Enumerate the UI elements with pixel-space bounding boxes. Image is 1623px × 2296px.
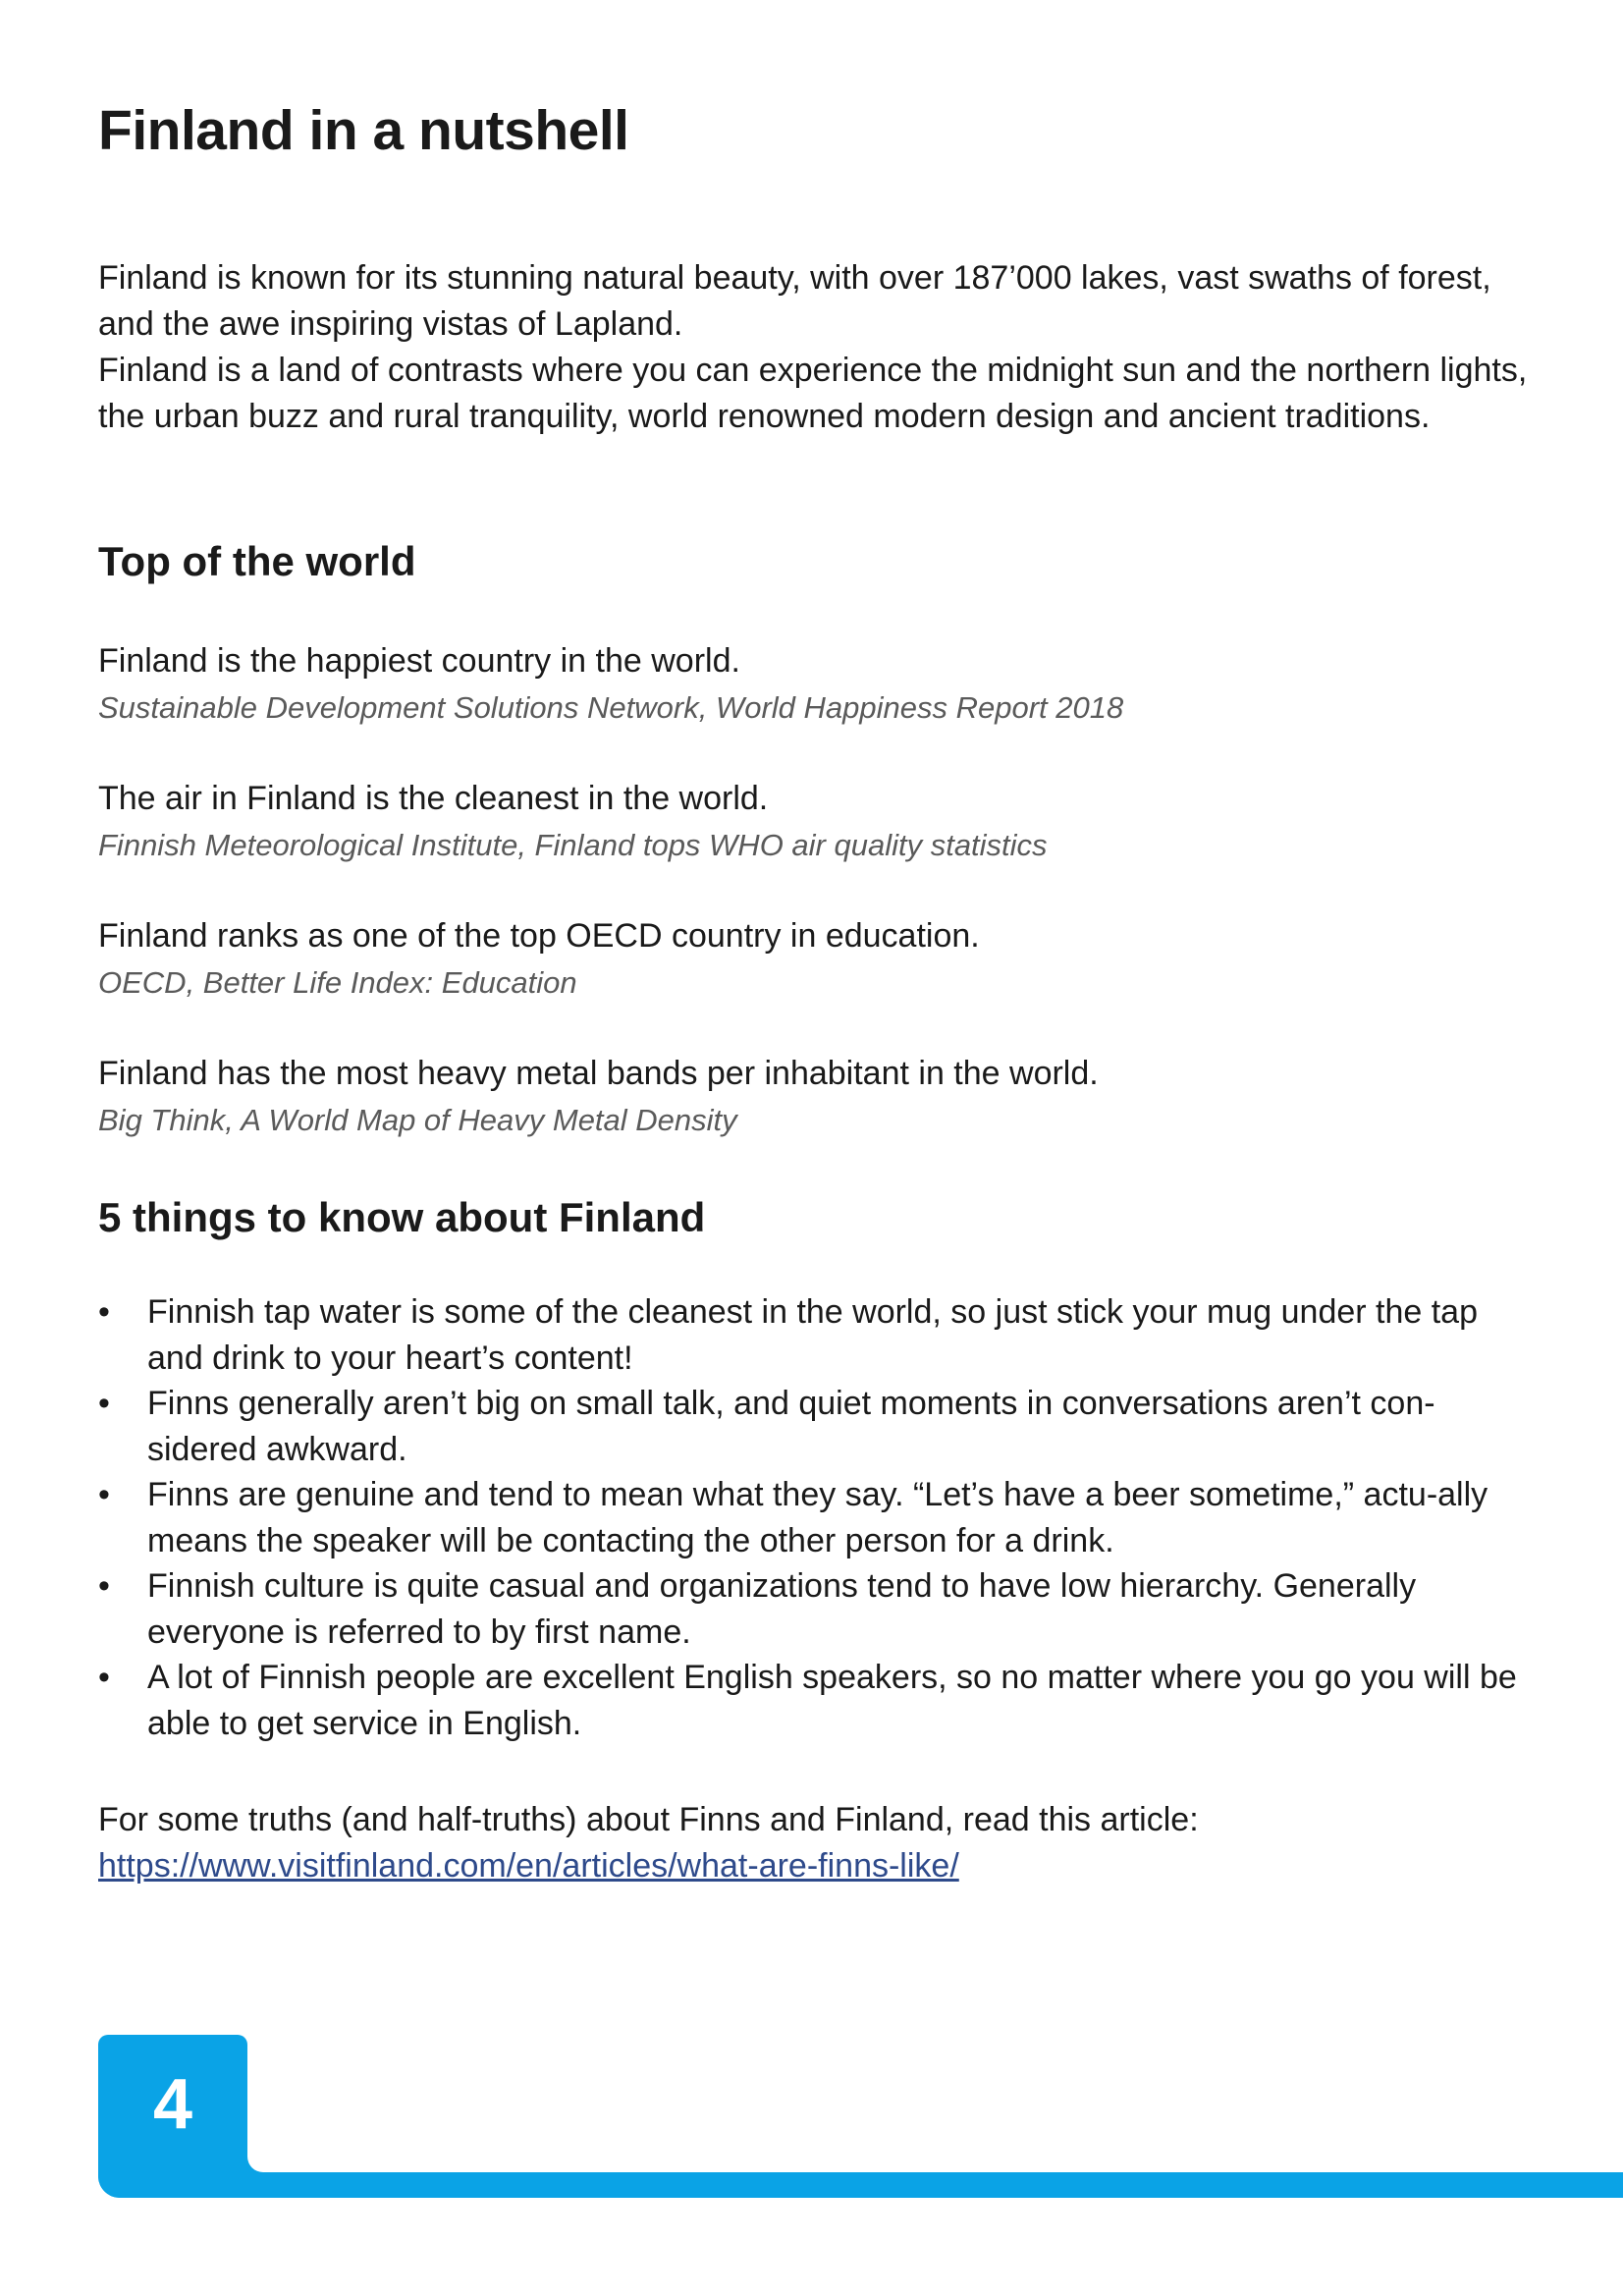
list-item-text: Finnish culture is quite casual and organizations tend to have low hierarchy. Generally everyone is referred to by first name. — [147, 1567, 1417, 1651]
five-things-list — [98, 1289, 1532, 1746]
page-title: Finland in a nutshell — [98, 99, 629, 162]
fact-item — [98, 638, 1532, 731]
fact-text: The air in Finland is the cleanest in the world. — [98, 780, 769, 817]
page-tab-notch — [247, 2157, 263, 2172]
article-intro: For some truths (and half-truths) about Finns and Finland, read this article: — [98, 1801, 1199, 1838]
top-of-world-heading: Top of the world — [98, 538, 416, 584]
fact-source: OECD, Better Life Index: Education — [98, 965, 577, 1000]
fact-text: Finland ranks as one of the top OECD country in education. — [98, 917, 980, 955]
list-item-text: Finnish tap water is some of the cleanest in the world, so just stick your mug under the tap and drink to your heart’s content! — [147, 1293, 1479, 1377]
five-things-heading: 5 things to know about Finland — [98, 1194, 706, 1240]
fact-source: Big Think, A World Map of Heavy Metal Density — [98, 1103, 737, 1137]
list-item-text: Finns are genuine and tend to mean what they say. “Let’s have a beer sometime,” actu-ally means the speaker will be contacting the other person for a drink. — [147, 1476, 1488, 1559]
fact-source: Finnish Meteorological Institute, Finland tops WHO air quality statistics — [98, 828, 1048, 862]
fact-source: Sustainable Development Solutions Network, World Happiness Report 2018 — [98, 690, 1124, 725]
intro-paragraph: Finland is a land of contrasts where you can experience the midnight sun and the northern lights, the urban buzz and rural tranquility, world renowned modern design and ancient traditions. — [98, 352, 1528, 435]
intro-text — [98, 255, 1532, 440]
fact-item — [98, 913, 1532, 1006]
bullet-icon: • — [98, 1567, 110, 1605]
list-item — [98, 1472, 1532, 1563]
fact-item — [98, 1051, 1532, 1143]
fact-item — [98, 776, 1532, 868]
bullet-icon: • — [98, 1476, 110, 1513]
list-item — [98, 1563, 1532, 1655]
article-link[interactable]: https://www.visitfinland.com/en/articles/what-are-finns-like/ — [98, 1847, 959, 1885]
page-number: 4 — [152, 2065, 193, 2144]
list-item — [98, 1655, 1532, 1746]
bullet-icon: • — [98, 1659, 110, 1696]
footer-bar — [98, 2172, 1623, 2198]
article-reference — [98, 1797, 1532, 1889]
list-item — [98, 1381, 1532, 1472]
list-item-text: Finns generally aren’t big on small talk, and quiet moments in conversations aren’t con-sidered awkward. — [147, 1385, 1435, 1468]
fact-text: Finland is the happiest country in the world. — [98, 642, 740, 680]
bullet-icon: • — [98, 1385, 110, 1422]
bullet-icon: • — [98, 1293, 110, 1331]
list-item-text: A lot of Finnish people are excellent English speakers, so no matter where you go you will be able to get service in English. — [147, 1659, 1517, 1742]
intro-paragraph: Finland is known for its stunning natural beauty, with over 187’000 lakes, vast swaths of forest, and the awe inspiring vistas of Lapland. — [98, 259, 1491, 343]
fact-text: Finland has the most heavy metal bands per inhabitant in the world. — [98, 1055, 1099, 1092]
list-item — [98, 1289, 1532, 1381]
